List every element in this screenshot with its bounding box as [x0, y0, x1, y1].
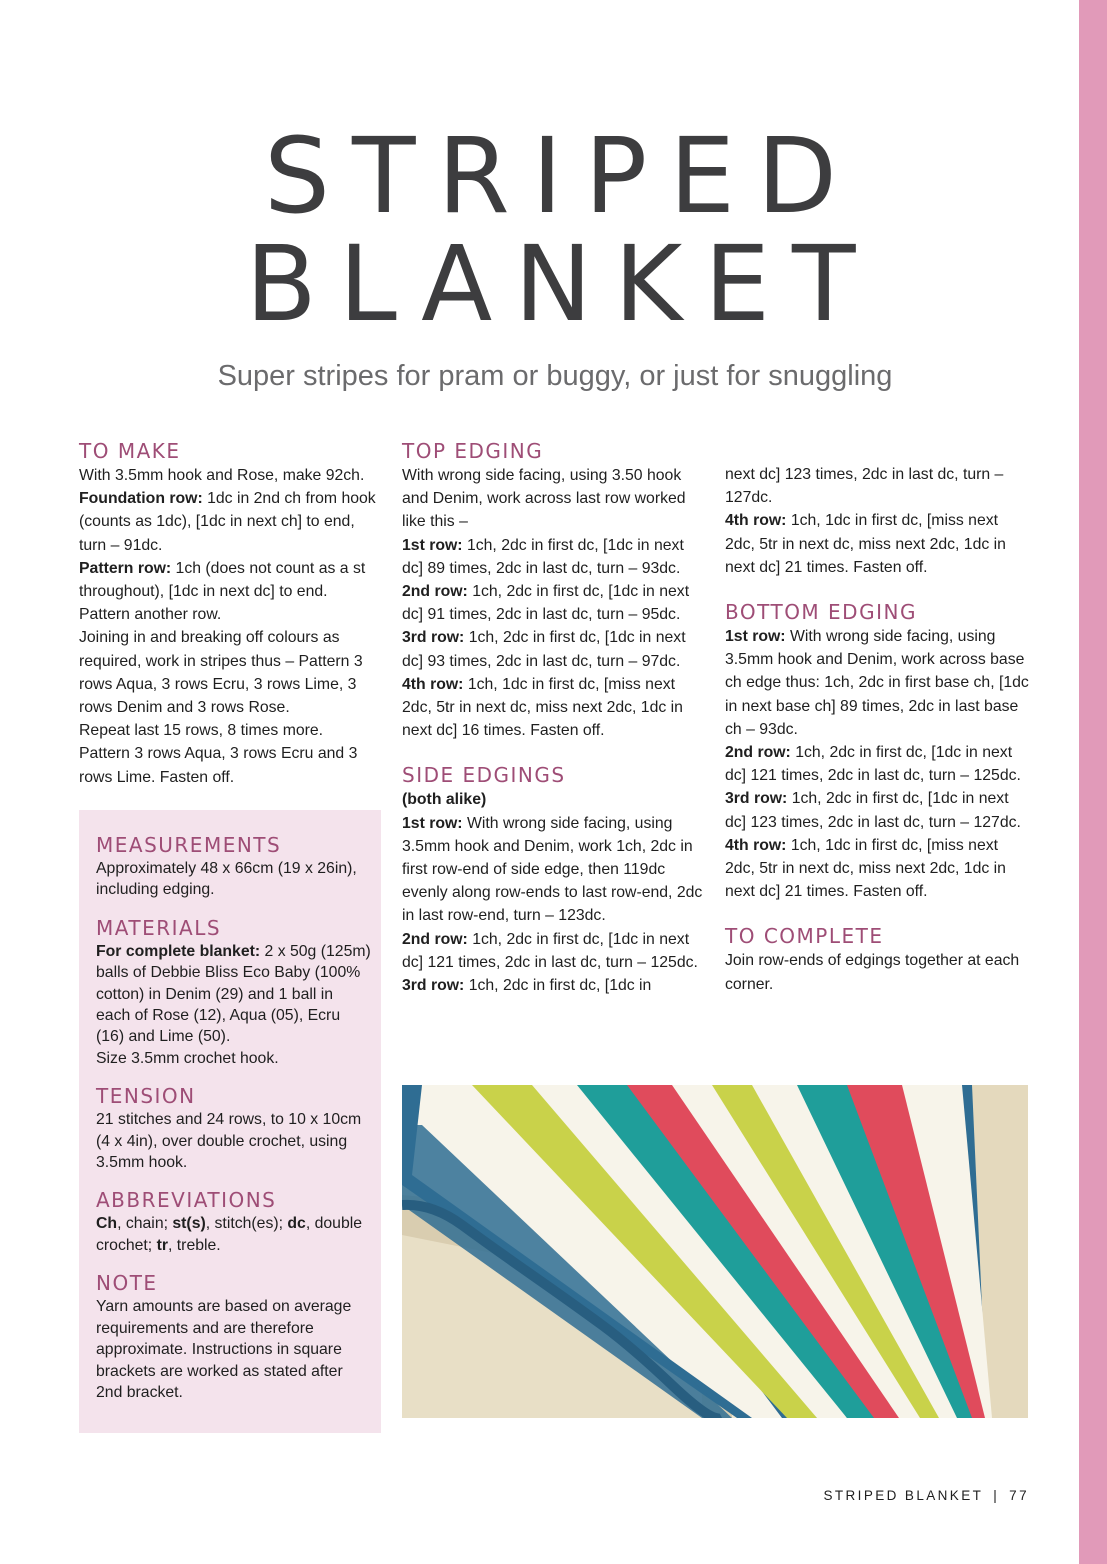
footer-title: STRIPED BLANKET — [823, 1488, 984, 1503]
side-edgings-heading: SIDE EDGINGS — [402, 763, 566, 788]
to-make-heading: TO MAKE — [79, 439, 181, 463]
top-edging-intro: With wrong side facing, using 3.50 hook and Denim, work across last row worked like this – — [402, 467, 686, 531]
row-text: With wrong side facing, using 3.5mm hook and Denim, work 1ch, 2dc in first row-end of side edge, then 119dc evenly along row-ends to last row-end, 2dc in last row-end, turn – 123dc. — [402, 814, 703, 925]
note-heading: NOTE — [96, 1271, 158, 1296]
materials-text — [96, 941, 371, 1048]
side-edgings-row4 — [725, 509, 1030, 579]
top-edging-row2 — [402, 580, 707, 626]
side-edgings-subheading: (both alike) — [402, 791, 487, 809]
page-title-line1: STRIPED — [264, 115, 859, 237]
abbr-st-text: , stitch(es); — [205, 1215, 288, 1233]
to-complete-heading: TO COMPLETE — [725, 924, 884, 949]
row-text: With wrong side facing, using 3.5mm hook and Denim, work across base ch edge thus: 1ch, 2dc in first base ch, [1dc in next base ch] 89 times, 2dc in last base ch – 93dc. — [725, 628, 1029, 738]
bottom-edging-row2 — [725, 741, 1030, 787]
row-text: 1ch, 2dc in first dc, [1dc in next dc] 121 times, 2dc in last dc, turn – 125dc. — [402, 930, 698, 971]
note-text: Yarn amounts are based on average requirements and are therefore approximate. Instructions in square brackets are worked as stated after 2nd bracket. — [96, 1298, 352, 1401]
top-edging-heading: TOP EDGING — [402, 439, 544, 463]
row-text: 1ch, 2dc in first dc, [1dc in next dc] 89 times, 2dc in last dc, turn – 93dc. — [402, 536, 684, 577]
materials-heading: MATERIALS — [96, 915, 222, 940]
blanket-illustration — [402, 1085, 1028, 1418]
row-label: 4th row: — [725, 512, 787, 530]
row-label: 2nd row: — [402, 930, 468, 948]
pattern-row-label: Pattern row: — [79, 559, 172, 577]
row-text: 1ch, 1dc in first dc, [miss next 2dc, 5tr in next dc, miss next 2dc, 1dc in next dc] 16 times. Fasten off. — [402, 675, 683, 740]
side-edgings-row3-cont: next dc] 123 times, 2dc in last dc, turn – 127dc. — [725, 466, 1004, 507]
side-edgings-row2 — [402, 928, 707, 974]
bottom-edging-heading: BOTTOM EDGING — [725, 600, 917, 625]
row-label: 1st row: — [402, 536, 463, 554]
tension-heading: TENSION — [96, 1084, 196, 1109]
row-label: 1st row: — [402, 814, 463, 832]
top-edging-row1 — [402, 534, 707, 580]
to-make-p7: Pattern 3 rows Aqua, 3 rows Ecru and 3 rows Lime. Fasten off. — [79, 745, 358, 786]
abbreviations-heading: ABBREVIATIONS — [96, 1188, 277, 1213]
row-text: 1ch, 2dc in first dc, [1dc in next dc] 91 times, 2dc in last dc, turn – 95dc. — [402, 583, 690, 624]
bottom-edging-row1 — [725, 625, 1030, 741]
to-make-section — [79, 438, 384, 789]
materials-label: For complete blanket: — [96, 942, 261, 960]
abbr-st: st(s) — [172, 1215, 206, 1233]
row-text: 1ch, 1dc in first dc, [miss next 2dc, 5tr in next dc, miss next 2dc, 1dc in next dc] 21 times. Fasten off. — [725, 512, 1006, 576]
top-edging-row4 — [402, 673, 707, 743]
row-label: 1st row: — [725, 628, 786, 646]
abbr-dc: dc — [287, 1215, 306, 1233]
row-text: 1ch, 2dc in first dc, [1dc in next dc] 123 times, 2dc in last dc, turn – 127dc. — [725, 790, 1021, 831]
row-text: 1ch, 2dc in first dc, [1dc in next dc] 121 times, 2dc in last dc, turn – 125dc. — [725, 744, 1021, 785]
bottom-edging-row4 — [725, 834, 1030, 904]
pattern-row-text: 1ch (does not count as a st throughout), [1dc in next dc] to end. — [79, 559, 366, 601]
bottom-edging-row3 — [725, 787, 1030, 833]
materials-hook: Size 3.5mm crochet hook. — [96, 1049, 279, 1067]
foundation-row-label: Foundation row: — [79, 490, 203, 508]
abbreviations-text — [96, 1213, 371, 1256]
page-title-line2: BLANKET — [245, 223, 878, 345]
foundation-row-text: 1dc in 2nd ch from hook (counts as 1dc), [1dc in next ch] to end, turn – 91dc. — [79, 490, 376, 554]
to-make-p5: Joining in and breaking off colours as required, work in stripes thus – Pattern 3 rows Aqua, 3 rows Ecru, 3 rows Lime, 3 rows Denim and 3 rows Rose. — [79, 629, 363, 717]
measurements-heading: MEASUREMENTS — [96, 833, 282, 857]
row-text: 1ch, 1dc in first dc, [miss next 2dc, 5tr in next dc, miss next 2dc, 1dc in next dc] 21 times. Fasten off. — [725, 836, 1006, 901]
row-label: 4th row: — [725, 836, 787, 854]
abbr-tr: tr — [156, 1236, 169, 1254]
column-middle — [402, 438, 707, 997]
to-make-p6: Repeat last 15 rows, 8 times more. — [79, 722, 324, 740]
blanket-photo — [402, 1085, 1028, 1418]
row-text: 1ch, 2dc in first dc, [1dc in — [464, 977, 652, 995]
abbr-dc-text: , double crochet; — [96, 1215, 363, 1254]
side-edgings-row1 — [402, 812, 707, 928]
tension-text: 21 stitches and 24 rows, to 10 x 10cm (4 x 4in), over double crochet, using 3.5mm hook. — [96, 1111, 362, 1172]
footer-separator: | — [993, 1488, 1000, 1503]
row-label: 2nd row: — [725, 744, 791, 762]
page-footer — [823, 1488, 1029, 1503]
abbr-tr-text: , treble. — [168, 1236, 221, 1254]
to-make-p1: With 3.5mm hook and Rose, make 92ch. — [79, 467, 365, 484]
measurements-text: Approximately 48 x 66cm (19 x 26in), including edging. — [96, 860, 357, 899]
pattern-row — [79, 557, 384, 603]
page-subtitle: Super stripes for pram or buggy, or just for snuggling — [217, 360, 893, 392]
page-number: 77 — [1009, 1488, 1029, 1503]
info-box — [79, 810, 381, 1433]
to-complete-text: Join row-ends of edgings together at each corner. — [725, 952, 1020, 993]
foundation-row — [79, 487, 384, 557]
materials-body: 2 x 50g (125m) balls of Debbie Bliss Eco Baby (100% cotton) in Denim (29) and 1 ball in each of Rose (12), Aqua (05), Ecru (16) and Lime (50). — [96, 942, 371, 1046]
row-label: 3rd row: — [402, 977, 465, 995]
side-edgings-row3 — [402, 974, 707, 997]
top-edging-row3 — [402, 626, 707, 672]
row-label: 3rd row: — [725, 790, 788, 808]
row-text: 1ch, 2dc in first dc, [1dc in next dc] 93 times, 2dc in last dc, turn – 97dc. — [402, 629, 686, 670]
abbr-ch-text: , chain; — [117, 1215, 173, 1233]
column-right — [725, 463, 1030, 996]
row-label: 4th row: — [402, 675, 464, 693]
abbr-ch: Ch — [96, 1215, 118, 1233]
row-label: 2nd row: — [402, 583, 468, 601]
to-make-p4: Pattern another row. — [79, 606, 222, 624]
row-label: 3rd row: — [402, 629, 465, 647]
